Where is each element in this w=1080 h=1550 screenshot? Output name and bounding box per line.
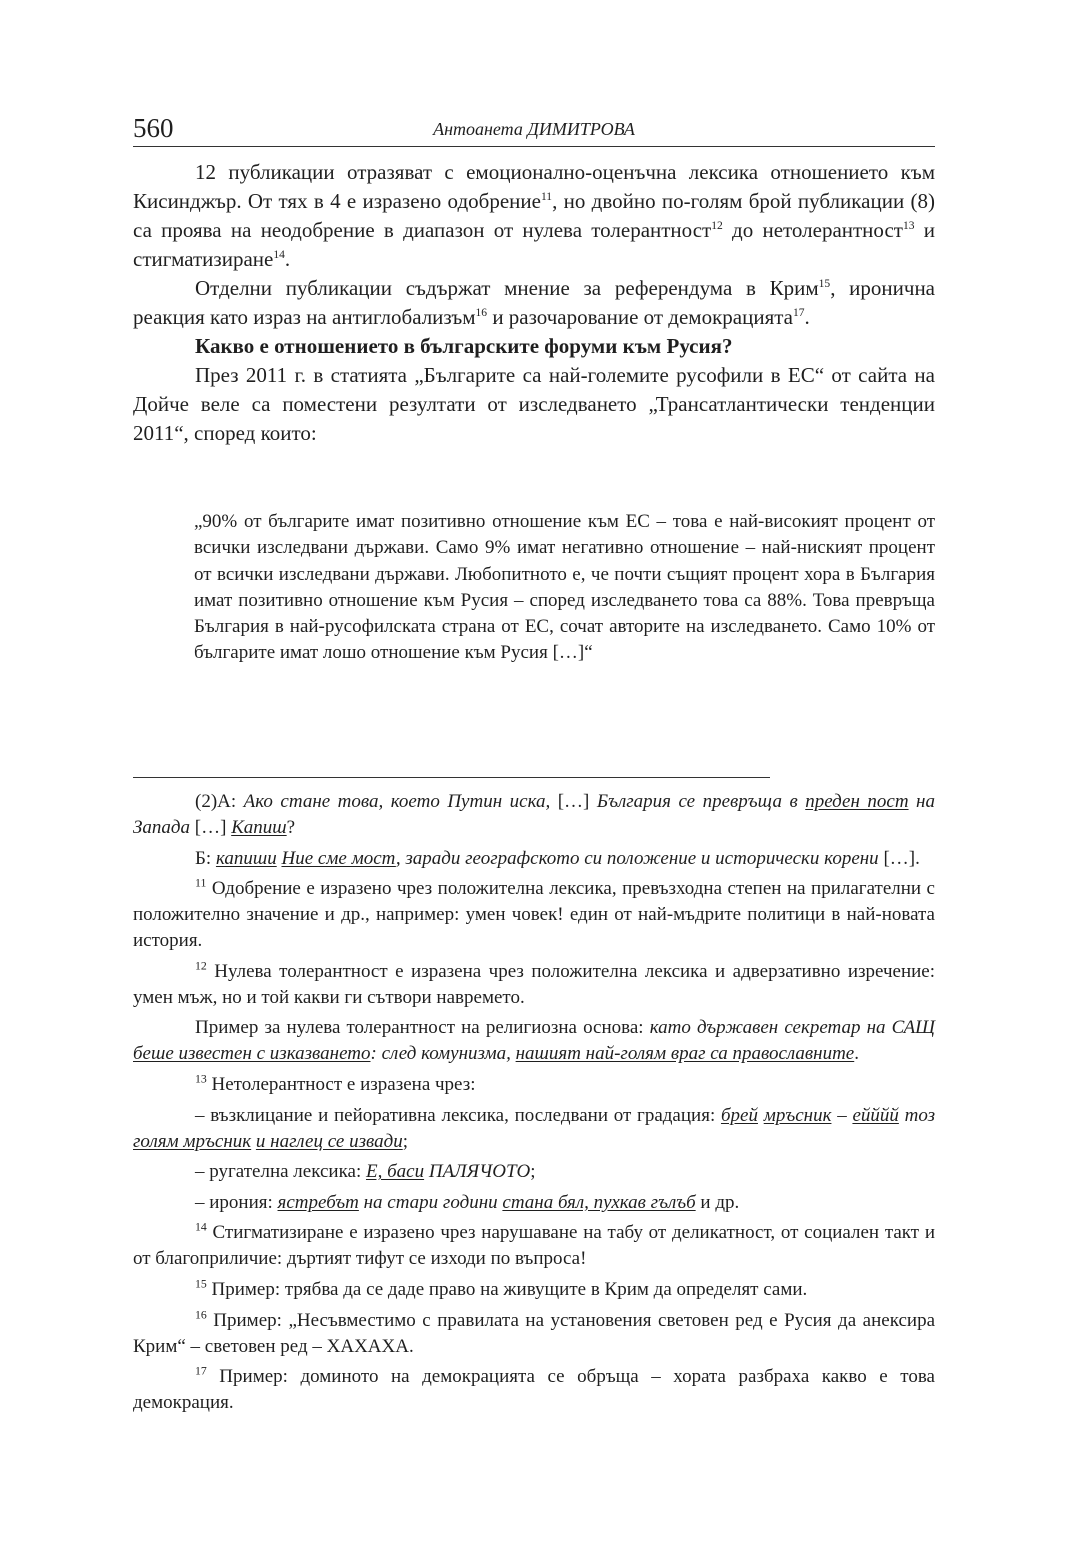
footnote-12: $^{12}$ Нулева толерантност е изразена чрез положителна лексика и адверзативно изречение: умен мъж, но и той какви ги сътвори навремето. <box>133 959 935 1008</box>
footnote-ref-17[interactable]: 17 <box>793 307 805 319</box>
footnote-number: 15 <box>195 1277 207 1291</box>
footnote-continuation-b: Б: капиши Ние сме мост, заради географското си положение и исторически корени […]. <box>195 847 920 869</box>
footnote-13: $^{13}$ Нетолерантност е изразена чрез: <box>195 1072 476 1095</box>
footnote-number: 13 <box>195 1072 207 1086</box>
footnote-ref-13[interactable]: 13 <box>902 220 915 232</box>
footnote-15: $^{15}$ Пример: трябва да се даде право на живущите в Крим да определят сами. <box>195 1277 808 1300</box>
footnote-17: $^{17}$ Пример: доминото на демокрацията се обръща – хората разбраха какво е това демокрация. <box>133 1364 935 1414</box>
footnote-number: 17 <box>195 1364 207 1378</box>
footnote-number: 14 <box>195 1221 207 1235</box>
footnote-13-item-exclamation: – възклицание и пейоративна лексика, последвани от градация: брей мръсник – ейййй тоз голям мръсник и наглец се извади; <box>133 1104 936 1152</box>
main-text <box>133 158 935 448</box>
footnotes <box>133 789 935 1421</box>
footnote-11: $^{11}$ Одобрение е изразено чрез положителна лексика, превъзходна степен на прилагателни с положително значение и др., например: умен човек! един от най-мъдрите политици в най-новата история. <box>133 876 935 952</box>
footnote-13-item-swearing: – ругателна лексика: Е, баси ПАЛЯЧОТО; <box>195 1161 536 1183</box>
footnote-ref-11[interactable]: 11 <box>540 191 553 203</box>
page-number: 560 <box>133 113 174 143</box>
page-header <box>133 108 935 147</box>
block-quote-text: „90% от българите имат позитивно отношение към ЕС – това е най-високият процент от всички изследвани държави. Само 9% имат негативно отношение – най-ниският процент от всички изследвани държави. Любопитното е, че почти същият процент хора в България имат позитивно отношение към Русия – според изследването това са 88%. Това превръща България в най-русофилската страна от ЕС, сочат авторите на изследването. Само 10% от българите имат лошо отношение към Русия […]“ <box>194 511 935 664</box>
footnote-12-example: Пример за нулева толерантност на религиозна основа: като държавен секретар на САЩ беше известен с изказването: след комунизма, нашият най-голям враг са православните. <box>133 1017 935 1065</box>
running-head: Антоанета ДИМИТРОВА <box>433 119 635 139</box>
section-heading: Какво е отношението в българските форуми към Русия? <box>195 334 733 358</box>
footnote-separator <box>133 777 770 778</box>
footnote-ref-15[interactable]: 15 <box>818 278 831 290</box>
footnote-ref-12[interactable]: 12 <box>711 220 723 232</box>
footnote-continuation-a: (2)А: Ако стане това, което Путин иска, […] България се превръща в преден пост на Запада […] Капиш? <box>133 791 935 838</box>
footnote-ref-16[interactable]: 16 <box>475 307 488 319</box>
footnote-number: 11 <box>195 876 207 890</box>
footnote-ref-14[interactable]: 14 <box>273 249 285 261</box>
footnote-14: $^{14}$ Стигматизиране е изразено чрез нарушаване на табу от деликатност, от социален такт и от благоприличие: дъртият тифут се изходи по въпроса! <box>133 1221 935 1270</box>
footnote-number: 12 <box>195 959 207 973</box>
footnote-number: 16 <box>195 1308 207 1322</box>
paragraph-survey: През 2011 г. в статията „Българите са най-големите русофили в ЕС“ от сайта на Дойче веле са поместени резултати от изследването „Трансатлантически тенденции 2011“, според които: <box>133 363 935 445</box>
footnote-13-item-irony: – ирония: ястребът на стари години стана бял, пухкав гълъб и др. <box>195 1191 740 1213</box>
footnote-16: $^{16}$ Пример: „Несъвместимо с правилата на установения световен ред е Русия да анексира Крим“ – световен ред – ХАХАХА. <box>133 1308 935 1357</box>
paragraph-kissinger: 12 публикации отразяват с емоционално-оценъчна лексика отношението към Кисинджър. От тях в 4 е изразено одобрение$^{11}$, но двойно по-голям брой публикации (8) са проява на неодобрение в диапазон от нулева толерантност$^{12}$ до нетолерантност$^{13}$ и стигматизиране$^{14}$. <box>133 160 935 271</box>
paragraph-crimea: Отделни публикации съдържат мнение за референдума в Крим$^{15}$, иронична реакция като израз на антиглобализъм$^{16}$ и разочарование от демокрацията$^{17}$. <box>133 276 936 329</box>
block-quote <box>194 509 935 667</box>
